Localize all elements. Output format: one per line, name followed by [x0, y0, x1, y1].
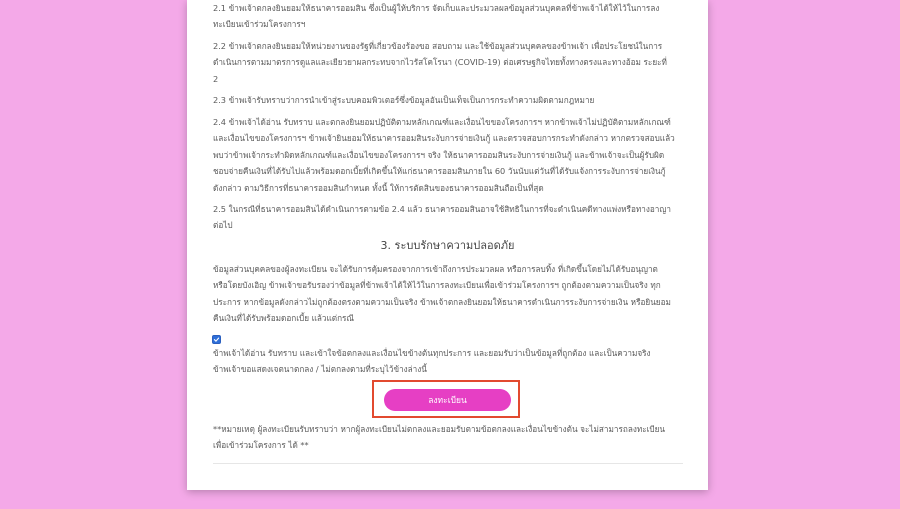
term-2-3: 2.3 ข้าพเจ้ารับทราบว่าการนำเข้าสู่ระบบคอมพิวเตอร์ซึ่งข้อมูลอันเป็นเท็จเป็นการกระทำความผิดตามกฎหมาย	[213, 95, 595, 105]
consent-text: ข้าพเจ้าได้อ่าน รับทราบ และเข้าใจข้อตกลงและเงื่อนไขข้างต้นทุกประการ และยอมรับว่าเป็นข้อมูลที่ถูกต้อง และเป็นความจริง ข้าพเจ้าขอแสดงเจตนาตกลง / ไม่ตกลงตามที่ระบุไว้ข้างล่างนี้	[213, 348, 651, 375]
term-2-2: 2.2 ข้าพเจ้าตกลงยินยอมให้หน่วยงานของรัฐที่เกี่ยวข้องร้องขอ สอบถาม และใช้ข้อมูลส่วนบุคคลของข้าพเจ้า เพื่อประโยชน์ในการ ดำเนินการตามมาตรการดูแลและเยียวยาผลกระทบจากไวรัสโคโรนา (COVID-19) ต่อเศรษฐกิจไทยทั้งทางตรงและทางอ้อม ระยะที่ 2	[213, 41, 667, 84]
term-2-5: 2.5 ในกรณีที่ธนาคารออมสินได้ดำเนินการตามข้อ 2.4 แล้ว ธนาคารออมสินอาจใช้สิทธิในการที่จะดำเนินคดีทางแพ่งหรือทางอาญา ต่อไป	[213, 204, 671, 231]
section-3-body: ข้อมูลส่วนบุคคลของผู้ลงทะเบียน จะได้รับการคุ้มครองจากการเข้าถึงการประมวลผล หรือการลบทิ้ง ที่เกิดขึ้นโดยไม่ได้รับอนุญาต หรือโดยบังเอิญ ข้าพเจ้าขอรับรองว่าข้อมูลที่ข้าพเจ้าได้ให้ไว้ในการลงทะเบียนเพื่อเข้าร่วมโครงการฯ ถูกต้องตามความเป็นจริง ทุก ประการ หากข้อมูลดังกล่าวไม่ถูกต้องตรงตามความเป็นจริง ข้าพเจ้าตกลงยินยอมให้ธนาคารดำเนินการระงับการจ่ายเงิน หรือยินยอม คืนเงินที่ได้รับพร้อมดอกเบี้ย แล้วแต่กรณี	[213, 264, 671, 324]
divider	[213, 463, 683, 464]
section-3-heading: 3. ระบบรักษาความปลอดภัย	[380, 239, 515, 252]
terms-card	[187, 0, 708, 490]
term-2-4: 2.4 ข้าพเจ้าได้อ่าน รับทราบ และตกลงยินยอมปฏิบัติตามหลักเกณฑ์และเงื่อนไขของโครงการฯ หากข้าพเจ้าไม่ปฏิบัติตามหลักเกณฑ์ และเงื่อนไขของโครงการฯ ข้าพเจ้ายินยอมให้ธนาคารออมสินระงับการจ่ายเงินกู้ และตรวจสอบการกระทำดังกล่าว หากตรวจสอบแล้ว พบว่าข้าพเจ้ากระทำผิดหลักเกณฑ์และเงื่อนไขของโครงการฯ จริง ให้ธนาคารออมสินระงับการจ่ายเงินกู้ และข้าพเจ้าจะเป็นผู้รับผิด ชอบจ่ายคืนเงินที่ได้รับไปแล้วพร้อมดอกเบี้ยที่เกิดขึ้นให้แก่ธนาคารออมสินภายใน 60 วันนับแต่วันที่ได้รับแจ้งการระงับการจ่ายเงินกู้ ดังกล่าว ตามวิธีการที่ธนาคารออมสินกำหนด ทั้งนี้ ให้การตัดสินของธนาคารออมสินถือเป็นที่สุด	[213, 117, 675, 193]
check-icon	[213, 336, 220, 343]
consent-checkbox[interactable]	[212, 335, 221, 344]
register-button[interactable]: ลงทะเบียน	[384, 389, 511, 411]
footnote: **หมายเหตุ ผู้ลงทะเบียนรับทราบว่า หากผู้ลงทะเบียนไม่ตกลงและยอมรับตามข้อตกลงและเงื่อนไขข้างต้น จะไม่สามารถลงทะเบียน เพื่อเข้าร่วมโครงการ ได้ **	[213, 424, 666, 451]
term-2-1: 2.1 ข้าพเจ้าตกลงยินยอมให้ธนาคารออมสิน ซึ่งเป็นผู้ให้บริการ จัดเก็บและประมวลผลข้อมูลส่วนบุคคลที่ข้าพเจ้าได้ให้ไว้ในการลง ทะเบียนเข้าร่วมโครงการฯ	[213, 3, 660, 30]
